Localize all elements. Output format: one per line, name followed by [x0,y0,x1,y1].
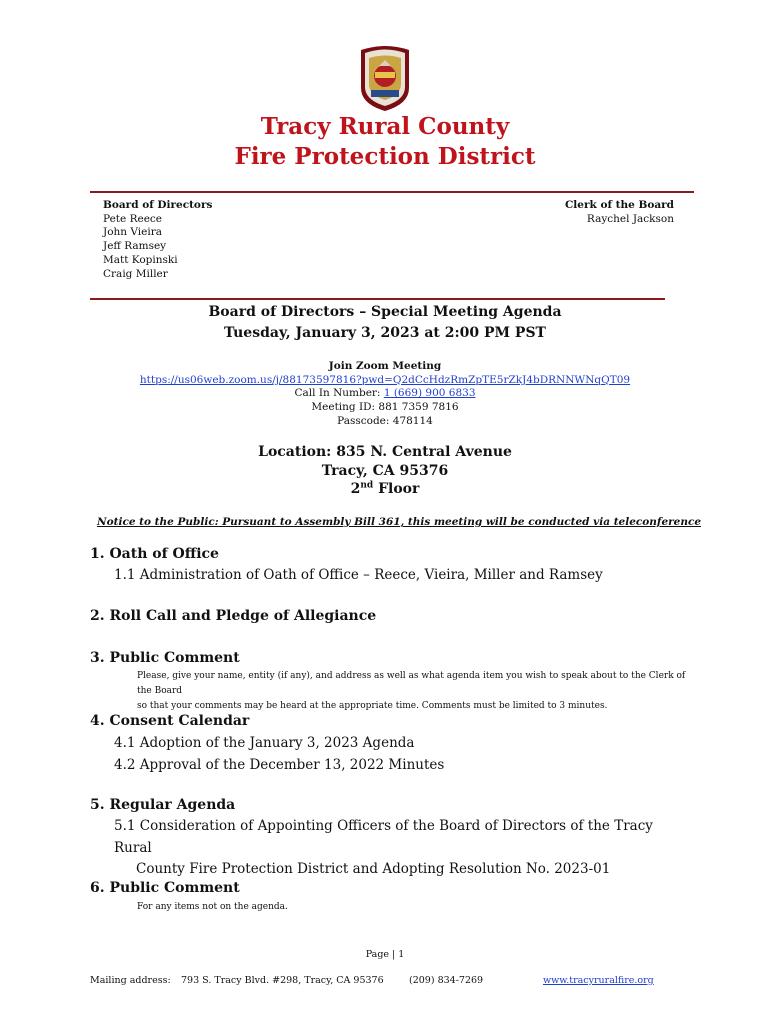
call-in-number-link[interactable]: 1 (669) 900 6833 [383,387,476,400]
public-comment-note: For any items not on the agenda. [137,902,288,912]
district-title-line1: Tracy Rural County [260,113,510,140]
footer-address: 793 S. Tracy Blvd. #298, Tracy, CA 95376 [181,975,384,986]
meeting-datetime: Tuesday, January 3, 2023 at 2:00 PM PST [224,325,546,341]
board-member: Jeff Ramsey [103,240,167,253]
floor-suffix: nd [360,480,374,491]
floor-number: 2 [350,481,361,497]
passcode: Passcode: 478114 [337,414,433,427]
district-logo [357,44,413,112]
floor-word: Floor [373,481,420,497]
section-heading-regular: 5. Regular Agenda [90,797,236,813]
note-line: Please, give your name, entity (if any), and address as well as what agenda item you wish to speak about to the Clerk of the Board [137,671,686,696]
footer-mailing-label: Mailing address: [90,975,171,986]
clerk-block [565,199,674,226]
fire-badge-icon [357,44,413,112]
section-heading-consent: 4. Consent Calendar [90,713,250,729]
public-notice: Notice to the Public: Pursuant to Assembly Bill 361, this meeting will be conducted via teleconference [97,516,702,528]
meeting-id: Meeting ID: 881 7359 7816 [311,401,459,414]
note-line: so that your comments may be heard at the appropriate time. Comments must be limited to 3 minutes. [137,701,608,711]
board-divider [90,298,665,300]
zoom-info [0,360,770,429]
section-heading-public-comment: 3. Public Comment [90,650,240,666]
section-heading-roll-call: 2. Roll Call and Pledge of Allegiance [90,608,377,624]
location-line2: Tracy, CA 95376 [321,462,449,479]
clerk-heading: Clerk of the Board [564,199,674,211]
call-in-label: Call In Number: [294,387,384,400]
board-member: Craig Miller [103,267,168,280]
page-number: Page | 1 [365,949,405,960]
board-member: Matt Kopinski [103,253,178,266]
board-member: John Vieira [103,226,163,239]
district-title-line2: Fire Protection District [234,143,536,170]
call-in-line [0,387,770,401]
footer-website-link[interactable]: www.tracyruralfire.org [543,975,654,986]
zoom-link[interactable]: https://us06web.zoom.us/j/88173597816?pwd=Q2dCcHdzRmZpTE5rZkJ4bDRNNWNqQT09 [139,373,631,386]
location-floor [0,480,770,499]
footer-phone: (209) 834-7269 [409,975,484,986]
header-divider [90,191,694,193]
agenda-item [114,816,674,881]
board-member: Pete Reece [103,212,163,225]
board-heading: Board of Directors [103,199,213,211]
meeting-title-block [0,302,770,344]
section-heading-public-comment-2: 6. Public Comment [90,880,240,896]
item-line: County Fire Protection District and Adopting Resolution No. 2023-01 [136,861,611,877]
zoom-heading: Join Zoom Meeting [328,360,442,372]
location-line1: Location: 835 N. Central Avenue [258,444,512,460]
item-line: 5.1 Consideration of Appointing Officers of the Board of Directors of the Tracy Rural [114,818,653,856]
board-of-directors-list [103,199,212,281]
location-block [0,443,770,499]
clerk-name: Raychel Jackson [586,212,674,225]
agenda-item: 4.2 Approval of the December 13, 2022 Minutes [114,757,445,773]
agenda-item: 4.1 Adoption of the January 3, 2023 Agenda [114,735,415,751]
section-heading-oath: 1. Oath of Office [90,546,219,562]
agenda-item: 1.1 Administration of Oath of Office – Reece, Vieira, Miller and Ramsey [114,567,603,583]
public-comment-note [137,669,697,714]
meeting-title: Board of Directors – Special Meeting Agenda [208,304,562,320]
